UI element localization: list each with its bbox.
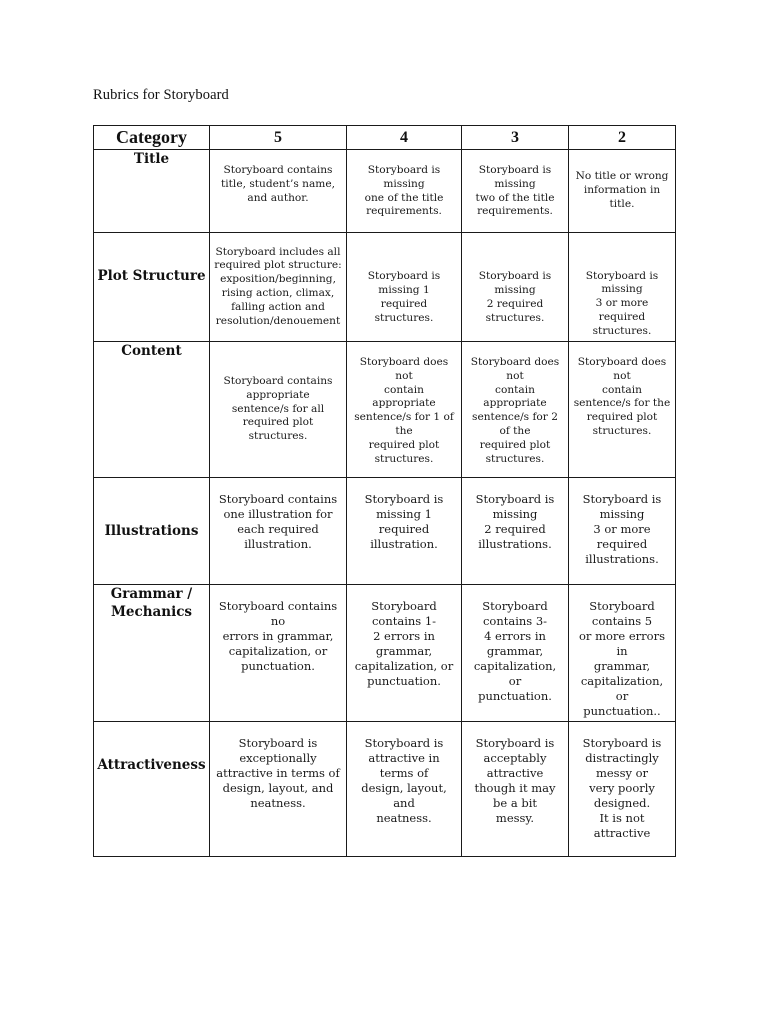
cell-title-4: Storyboard is missing one of the title requirements. — [347, 150, 462, 233]
cell-plot-5: Storyboard includes all required plot structure: exposition/beginning, rising action, climax, falling action and resolution/denouement — [210, 233, 347, 342]
cell-gram-4: Storyboard contains 1- 2 errors in grammar, capitalization, or punctuation. — [347, 585, 462, 722]
category-grammar-mechanics: Grammar / Mechanics — [94, 585, 210, 722]
header-score-3: 3 — [462, 126, 569, 150]
header-category: Category — [94, 126, 210, 150]
cell-plot-2: Storyboard is missing 3 or more required structures. — [569, 233, 676, 342]
cell-content-5: Storyboard contains appropriate sentence/s for all required plot structures. — [210, 342, 347, 478]
header-score-4: 4 — [347, 126, 462, 150]
table-header-row — [94, 126, 676, 150]
cell-gram-5: Storyboard contains no errors in grammar, capitalization, or punctuation. — [210, 585, 347, 722]
category-title: Title — [94, 150, 210, 233]
category-illustrations: Illustrations — [94, 478, 210, 585]
cell-title-3: Storyboard is missing two of the title requirements. — [462, 150, 569, 233]
cell-ill-2: Storyboard is missing 3 or more required illustrations. — [569, 478, 676, 585]
cell-ill-4: Storyboard is missing 1 required illustration. — [347, 478, 462, 585]
category-attractiveness: Attractiveness — [94, 722, 210, 857]
table-row-content — [94, 342, 676, 478]
cell-gram-2: Storyboard contains 5 or more errors in grammar, capitalization, or punctuation.. — [569, 585, 676, 722]
cell-plot-4: Storyboard is missing 1 required structures. — [347, 233, 462, 342]
document-title: Rubrics for Storyboard — [93, 87, 229, 103]
cell-plot-3: Storyboard is missing 2 required structures. — [462, 233, 569, 342]
cell-ill-3: Storyboard is missing 2 required illustrations. — [462, 478, 569, 585]
rubric-table — [93, 125, 676, 857]
cell-content-3: Storyboard does not contain appropriate sentence/s for 2 of the required plot structures. — [462, 342, 569, 478]
cell-attr-2: Storyboard is distractingly messy or very poorly designed. It is not attractive — [569, 722, 676, 857]
cell-attr-5: Storyboard is exceptionally attractive in terms of design, layout, and neatness. — [210, 722, 347, 857]
cell-gram-3: Storyboard contains 3- 4 errors in grammar, capitalization, or punctuation. — [462, 585, 569, 722]
table-row-illustrations — [94, 478, 676, 585]
cell-ill-5: Storyboard contains one illustration for each required illustration. — [210, 478, 347, 585]
cell-attr-4: Storyboard is attractive in terms of design, layout, and neatness. — [347, 722, 462, 857]
header-score-5: 5 — [210, 126, 347, 150]
cell-title-5: Storyboard contains title, student’s name, and author. — [210, 150, 347, 233]
cell-attr-3: Storyboard is acceptably attractive though it may be a bit messy. — [462, 722, 569, 857]
cell-title-2: No title or wrong information in title. — [569, 150, 676, 233]
cell-content-4: Storyboard does not contain appropriate sentence/s for 1 of the required plot structures. — [347, 342, 462, 478]
table-row-plot-structure — [94, 233, 676, 342]
category-plot-structure: Plot Structure — [94, 233, 210, 342]
table-row-attractiveness — [94, 722, 676, 857]
table-row-title — [94, 150, 676, 233]
category-content: Content — [94, 342, 210, 478]
cell-content-2: Storyboard does not contain sentence/s for the required plot structures. — [569, 342, 676, 478]
header-score-2: 2 — [569, 126, 676, 150]
table-row-grammar-mechanics — [94, 585, 676, 722]
